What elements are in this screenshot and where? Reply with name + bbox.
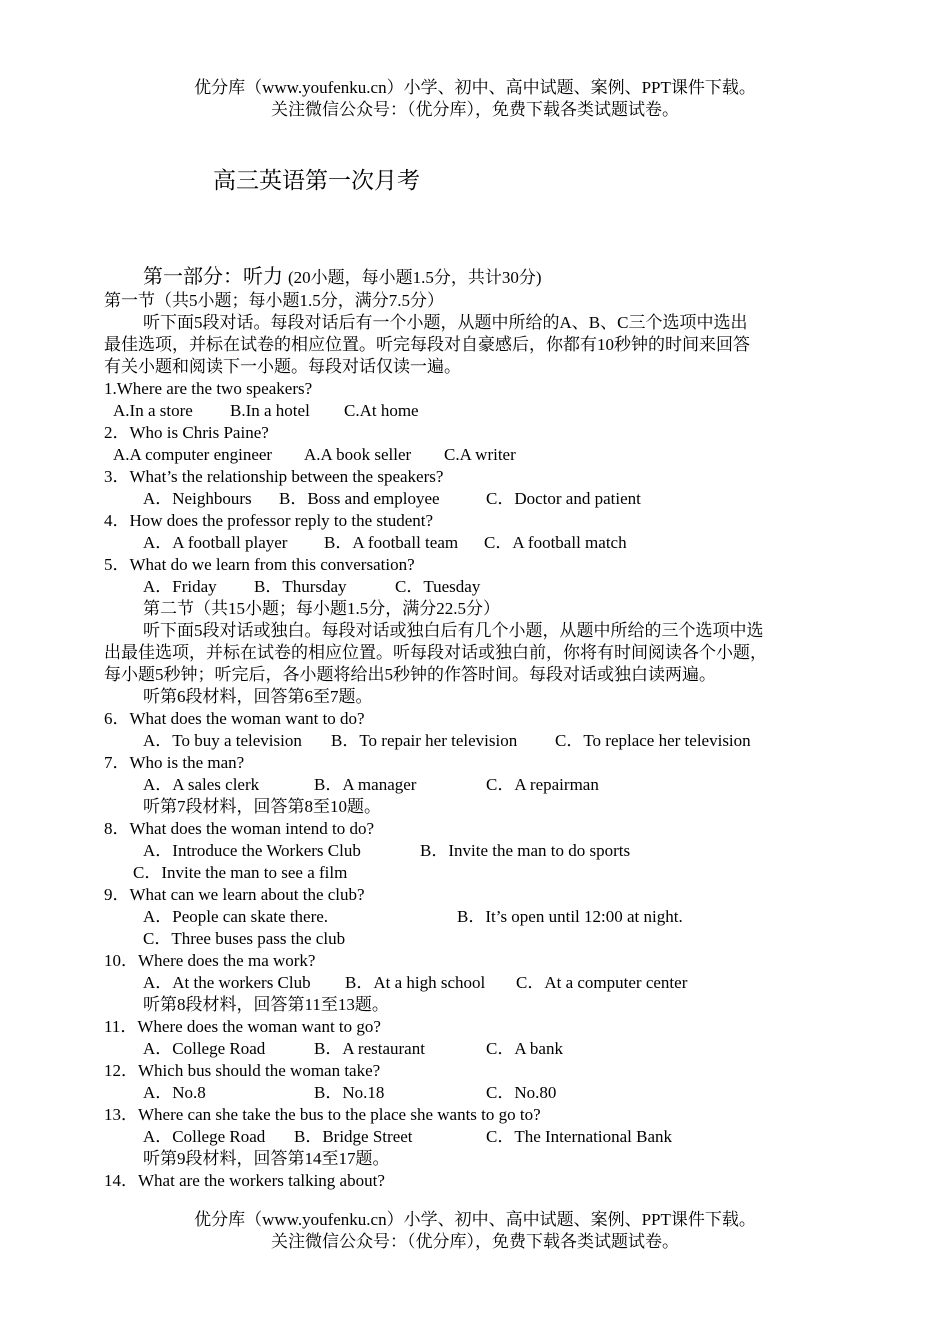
header-line-1: 优分库（www.youfenku.cn）小学、初中、高中试题、案例、PPT课件下载。 [194, 78, 756, 97]
question-2-option-c: C.A writer [444, 445, 516, 464]
question-2-option-a: A.A computer engineer [113, 445, 273, 464]
question-1-option-b: B.In a hotel [230, 401, 310, 420]
question-12-option-b: B．No.18 [314, 1083, 385, 1102]
section2-instruction-3: 每小题5秒钟；听完后，各小题将给出5秒钟的作答时间。每段对话或独白读两遍。 [104, 665, 716, 684]
question-12-option-c: C．No.80 [486, 1083, 557, 1102]
question-14-stem: 14．What are the workers talking about? [104, 1171, 385, 1190]
question-1-stem: 1.Where are the two speakers? [104, 379, 313, 398]
part1-heading [143, 266, 542, 289]
question-3-option-b: B．Boss and employee [279, 489, 440, 508]
question-10-option-b: B．At a high school [345, 973, 486, 992]
part1-heading-note: (20小题，每小题1.5分，共计30分) [288, 268, 542, 287]
question-6-stem: 6．What does the woman want to do? [104, 709, 365, 728]
header-line-2: 关注微信公众号：（优分库），免费下载各类试题试卷。 [271, 100, 679, 119]
question-10-option-a: A．At the workers Club [143, 973, 311, 992]
question-6-option-a: A．To buy a television [143, 731, 302, 750]
section1-instruction-3: 有关小题和阅读下一小题。每段对话仅读一遍。 [104, 357, 461, 376]
question-5-stem: 5．What do we learn from this conversation? [104, 555, 415, 574]
question-1-option-c: C.At home [344, 401, 419, 420]
question-12-stem: 12．Which bus should the woman take? [104, 1061, 381, 1080]
question-5-option-c: C．Tuesday [395, 577, 481, 596]
question-13-option-c: C．The International Bank [486, 1127, 673, 1146]
question-4-stem: 4．How does the professor reply to the student? [104, 511, 434, 530]
question-3-option-a: A．Neighbours [143, 489, 252, 508]
question-6-option-b: B．To repair her television [331, 731, 518, 750]
question-8-option-a: A．Introduce the Workers Club [143, 841, 361, 860]
question-9-stem: 9．What can we learn about the club? [104, 885, 365, 904]
question-3-stem: 3．What’s the relationship between the speakers? [104, 467, 444, 486]
question-10-option-c: C．At a computer center [516, 973, 688, 992]
material-9-note: 听第9段材料，回答第14至17题。 [143, 1149, 390, 1168]
question-5-option-b: B．Thursday [254, 577, 347, 596]
question-13-option-a: A．College Road [143, 1127, 266, 1146]
question-12-option-a: A．No.8 [143, 1083, 206, 1102]
material-7-note: 听第7段材料，回答第8至10题。 [143, 797, 381, 816]
question-8-stem: 8．What does the woman intend to do? [104, 819, 375, 838]
question-11-option-b: B．A restaurant [314, 1039, 425, 1058]
question-2-option-b: A.A book seller [304, 445, 412, 464]
question-8-option-c: C．Invite the man to see a film [133, 863, 348, 882]
section2-heading: 第二节（共15小题；每小题1.5分，满分22.5分） [143, 599, 500, 618]
question-7-option-b: B．A manager [314, 775, 417, 794]
question-11-option-c: C．A bank [486, 1039, 563, 1058]
footer-line-2: 关注微信公众号：（优分库），免费下载各类试题试卷。 [271, 1232, 679, 1251]
question-4-option-a: A．A football player [143, 533, 288, 552]
section2-instruction-1: 听下面5段对话或独白。每段对话或独白后有几个小题，从题中所给的三个选项中选 [143, 621, 764, 640]
question-11-stem: 11．Where does the woman want to go? [104, 1017, 381, 1036]
question-10-stem: 10．Where does the ma work? [104, 951, 316, 970]
question-11-option-a: A．College Road [143, 1039, 266, 1058]
question-5-option-a: A．Friday [143, 577, 217, 596]
part1-heading-text: 第一部分：听力 [143, 266, 283, 288]
question-1-option-a: A.In a store [113, 401, 193, 420]
question-2-stem: 2．Who is Chris Paine? [104, 423, 269, 442]
question-13-option-b: B．Bridge Street [294, 1127, 413, 1146]
section1-instruction-2: 最佳选项，并标在试卷的相应位置。听完每段对自豪感后，你都有10秒钟的时间来回答 [104, 335, 750, 354]
material-8-note: 听第8段材料，回答第11至13题。 [143, 995, 389, 1014]
exam-title: 高三英语第一次月考 [213, 168, 420, 193]
question-4-option-c: C．A football match [484, 533, 627, 552]
question-7-stem: 7．Who is the man? [104, 753, 245, 772]
material-6-note: 听第6段材料，回答第6至7题。 [143, 687, 373, 706]
question-13-stem: 13．Where can she take the bus to the place she wants to go to? [104, 1105, 541, 1124]
question-9-option-b: B．It’s open until 12:00 at night. [457, 907, 683, 926]
question-9-option-a: A．People can skate there. [143, 907, 329, 926]
question-4-option-b: B．A football team [324, 533, 459, 552]
footer-line-1: 优分库（www.youfenku.cn）小学、初中、高中试题、案例、PPT课件下载。 [194, 1210, 756, 1229]
section2-instruction-2: 出最佳选项，并标在试卷的相应位置。听每段对话或独白前，你将有时间阅读各个小题， [104, 643, 767, 662]
question-6-option-c: C．To replace her television [555, 731, 751, 750]
question-7-option-a: A．A sales clerk [143, 775, 260, 794]
question-7-option-c: C．A repairman [486, 775, 599, 794]
question-8-option-b: B．Invite the man to do sports [420, 841, 631, 860]
section1-heading: 第一节（共5小题；每小题1.5分，满分7.5分） [104, 291, 444, 310]
section1-instruction-1: 听下面5段对话。每段对话后有一个小题，从题中所给的A、B、C三个选项中选出 [143, 313, 748, 332]
question-3-option-c: C．Doctor and patient [486, 489, 641, 508]
question-9-option-c: C．Three buses pass the club [143, 929, 346, 948]
